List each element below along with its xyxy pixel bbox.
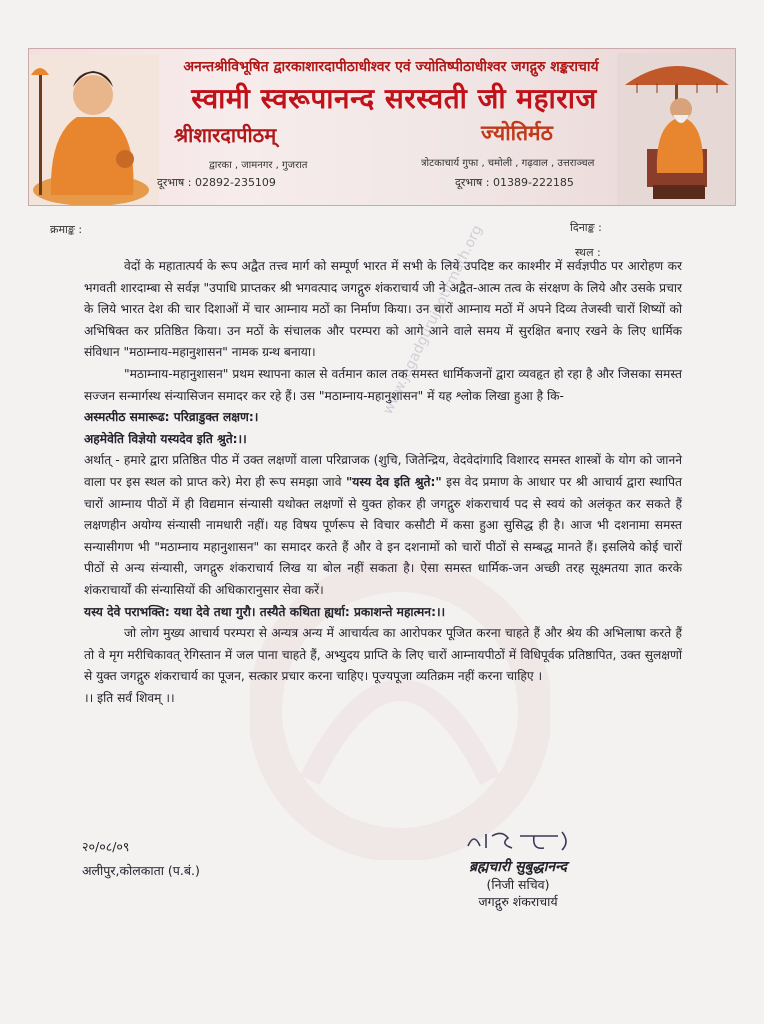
paragraph-origin: वेदों के महातात्पर्य के रूप अद्वैत तत्त्व मार्ग को सम्पूर्ण भारत में सभी के लिये उपदिष्ट कर काश्मीर में सर्वज्ञपीठ पर आरोहण कर भगवती शारदाम्बा से सर्वज्ञ "उपाधि प्राप्तकर श्री भगवत्पाद जगद्गुरु शंकराचार्य जी ने अद्वैत-आत्म तत्व के संरक्षण के लिये और उसके प्रचार के लिये भारत देश की चार दिशाओं में चार आम्नाय मठों का निर्माण किया। उन चारों आम्नाय मठों में अपने दिव्य तेजस्वी चारों शिष्यों को अभिषिक्त कर प्रतिष्ठित किया। उन मठों के संचालक और परम्परा को आगे आने वाले समय में सुरक्षित बनाए रखने के लिए धार्मिक संविधान "मठाम्नाय-महानुशासन" नामक ग्रन्थ बनाया।	[84, 259, 682, 360]
closing-line: ।। इति सर्वं शिवम् ।।	[84, 690, 175, 705]
swami-portrait-icon	[617, 53, 735, 205]
website-watermark: www.jagadgurujyotirmath.org	[380, 222, 486, 418]
letterhead-subtitle: अनन्तश्रीविभूषित द्वारकाशारदापीठाधीश्वर एवं ज्योतिष्पीठाधीश्वर जगद्गुरु शङ्कराचार्य	[183, 59, 599, 75]
letter-date: २०/०८/०९	[82, 839, 130, 854]
signatory-name: ब्रह्मचारी सुबुद्धानन्द	[469, 859, 567, 875]
meaning-text-2: इस वेद प्रमाण के आधार पर श्री आचार्य द्वारा स्थापित चारों आम्नाय पीठों में ही विद्यमान संन्यासी यथोक्त लक्षणों से युक्त होकर ही जगद्गुरु शंकराचार्य पद से स्वयं को अलंकृत कर सकते हैं लक्षणहीन अयोग्य संन्यासी नामधारी नहीं। यह विषय पूर्णरूप से विचार कसौटी में कसा हुआ सुसिद्ध ही है। आज भी दशनामा समस्त सन्यासीगण भी "मठाम्नाय महानुशासन" का समादर करते हैं और वे इन दशनामों को चारों पीठों से सम्बद्ध मानते हैं। इसलिये कोई चारों पीठों से अन्य संन्यासी, जगद्गुरु शंकराचार्य लिख या बोल नहीं सकता है। ऐसा समस्त धार्मिक-जन अच्छी तरह सूक्ष्मतया ज्ञात करके शंकराचार्यों की संन्यासियों की अधिकारानुसार सेवा करें।	[84, 474, 683, 597]
shankaracharya-portrait-icon	[29, 55, 159, 205]
verse-line-1: अस्मत्पीठ समारूढ: परिव्राडुक्त लक्षण:।	[84, 410, 259, 425]
meaning-quote: "यस्य देव इति श्रुते:"	[345, 474, 442, 489]
letterhead	[28, 48, 736, 206]
reference-number-label: क्रमाङ्क :	[50, 223, 83, 236]
signature-block	[418, 828, 618, 910]
sharadapeeth-address: द्वारका , जामनगर , गुजरात	[209, 160, 308, 171]
letter-body	[84, 256, 682, 709]
signatory-role: (निजी सचिव)	[486, 877, 550, 892]
jyotirmath-phone: दूरभाष : 01389-222185	[455, 176, 574, 189]
jyotirmath-name: ज्योतिर्मठ	[481, 120, 553, 145]
meaning-text-1: अर्थात् - हमारे द्वारा प्रतिष्ठित पीठ में उक्त लक्षणों वाला परिव्राजक (शुचि, जितेन्द्रिय, वेदवेदांगादि विशारद समस्त शास्त्रों के योग को जानने वाला पर इस स्थल को प्राप्त करे) मेरा ही रूप समझा जावे	[84, 453, 682, 489]
paragraph-conclusion: जो लोग मुख्य आचार्य परम्परा से अन्यत्र अन्य में आचार्यत्व का आरोपकर पूजित करना चाहते हैं और श्रेय की अभिलाषा करते हैं तो वे मृग मरीचिकावत् रेगिस्तान में जल पाना चाहते हैं, अभ्युदय प्राप्ति के लिए चारों आम्नायपीठों में विधिपूर्वक प्रतिष्ठापित, उक्त सुलक्षणों से युक्त जगद्गुरु शंकराचार्य का पूजन, सत्कार प्रचार करना चाहिए। पूज्यपूजा व्यतिक्रम नहीं करना चाहिए ।	[84, 626, 682, 684]
place-label: स्थल :	[575, 246, 601, 259]
letterhead-title: स्वामी स्वरूपानन्द सरस्वती जी महाराज	[191, 82, 597, 115]
verse-line-2: अहमेवेति विज्ञेयो यस्यदेव इति श्रुते:।।	[84, 431, 247, 446]
verse-line-3: यस्य देवे पराभक्ति: यथा देवे तथा गुरौ। तस्यैते कथिता ह्यर्था: प्रकाशन्ते महात्मन:।।	[84, 604, 446, 619]
jyotirmath-address: त्रोटकाचार्य गुफा , चमोली , गढ़वाल , उत्तराञ्चल	[421, 158, 595, 169]
paragraph-mahanushasan: "मठाम्नाय-महानुशासन" प्रथम स्थापना काल से वर्तमान काल तक समस्त धार्मिकजनों द्वारा व्यवहृत हो रहा है और जिसका समस्त सज्जन सन्मार्गस्थ संन्यासिजन समादर कर रहे हैं। उस "मठाम्नाय-महानुशासन" में यह श्लोक लिखा हुआ है कि-	[84, 366, 682, 403]
letter-place: अलीपुर,कोलकाता (प.बं.)	[82, 863, 200, 878]
handwritten-signature-icon	[438, 828, 598, 854]
sharadapeeth-phone: दूरभाष : 02892-235109	[157, 176, 276, 189]
signatory-organisation: जगद्गुरु शंकराचार्य	[478, 894, 558, 909]
sharadapeeth-name: श्रीशारदापीठम्	[174, 123, 277, 147]
date-label: दिनाङ्क :	[570, 221, 602, 234]
paragraph-meaning	[84, 450, 682, 601]
